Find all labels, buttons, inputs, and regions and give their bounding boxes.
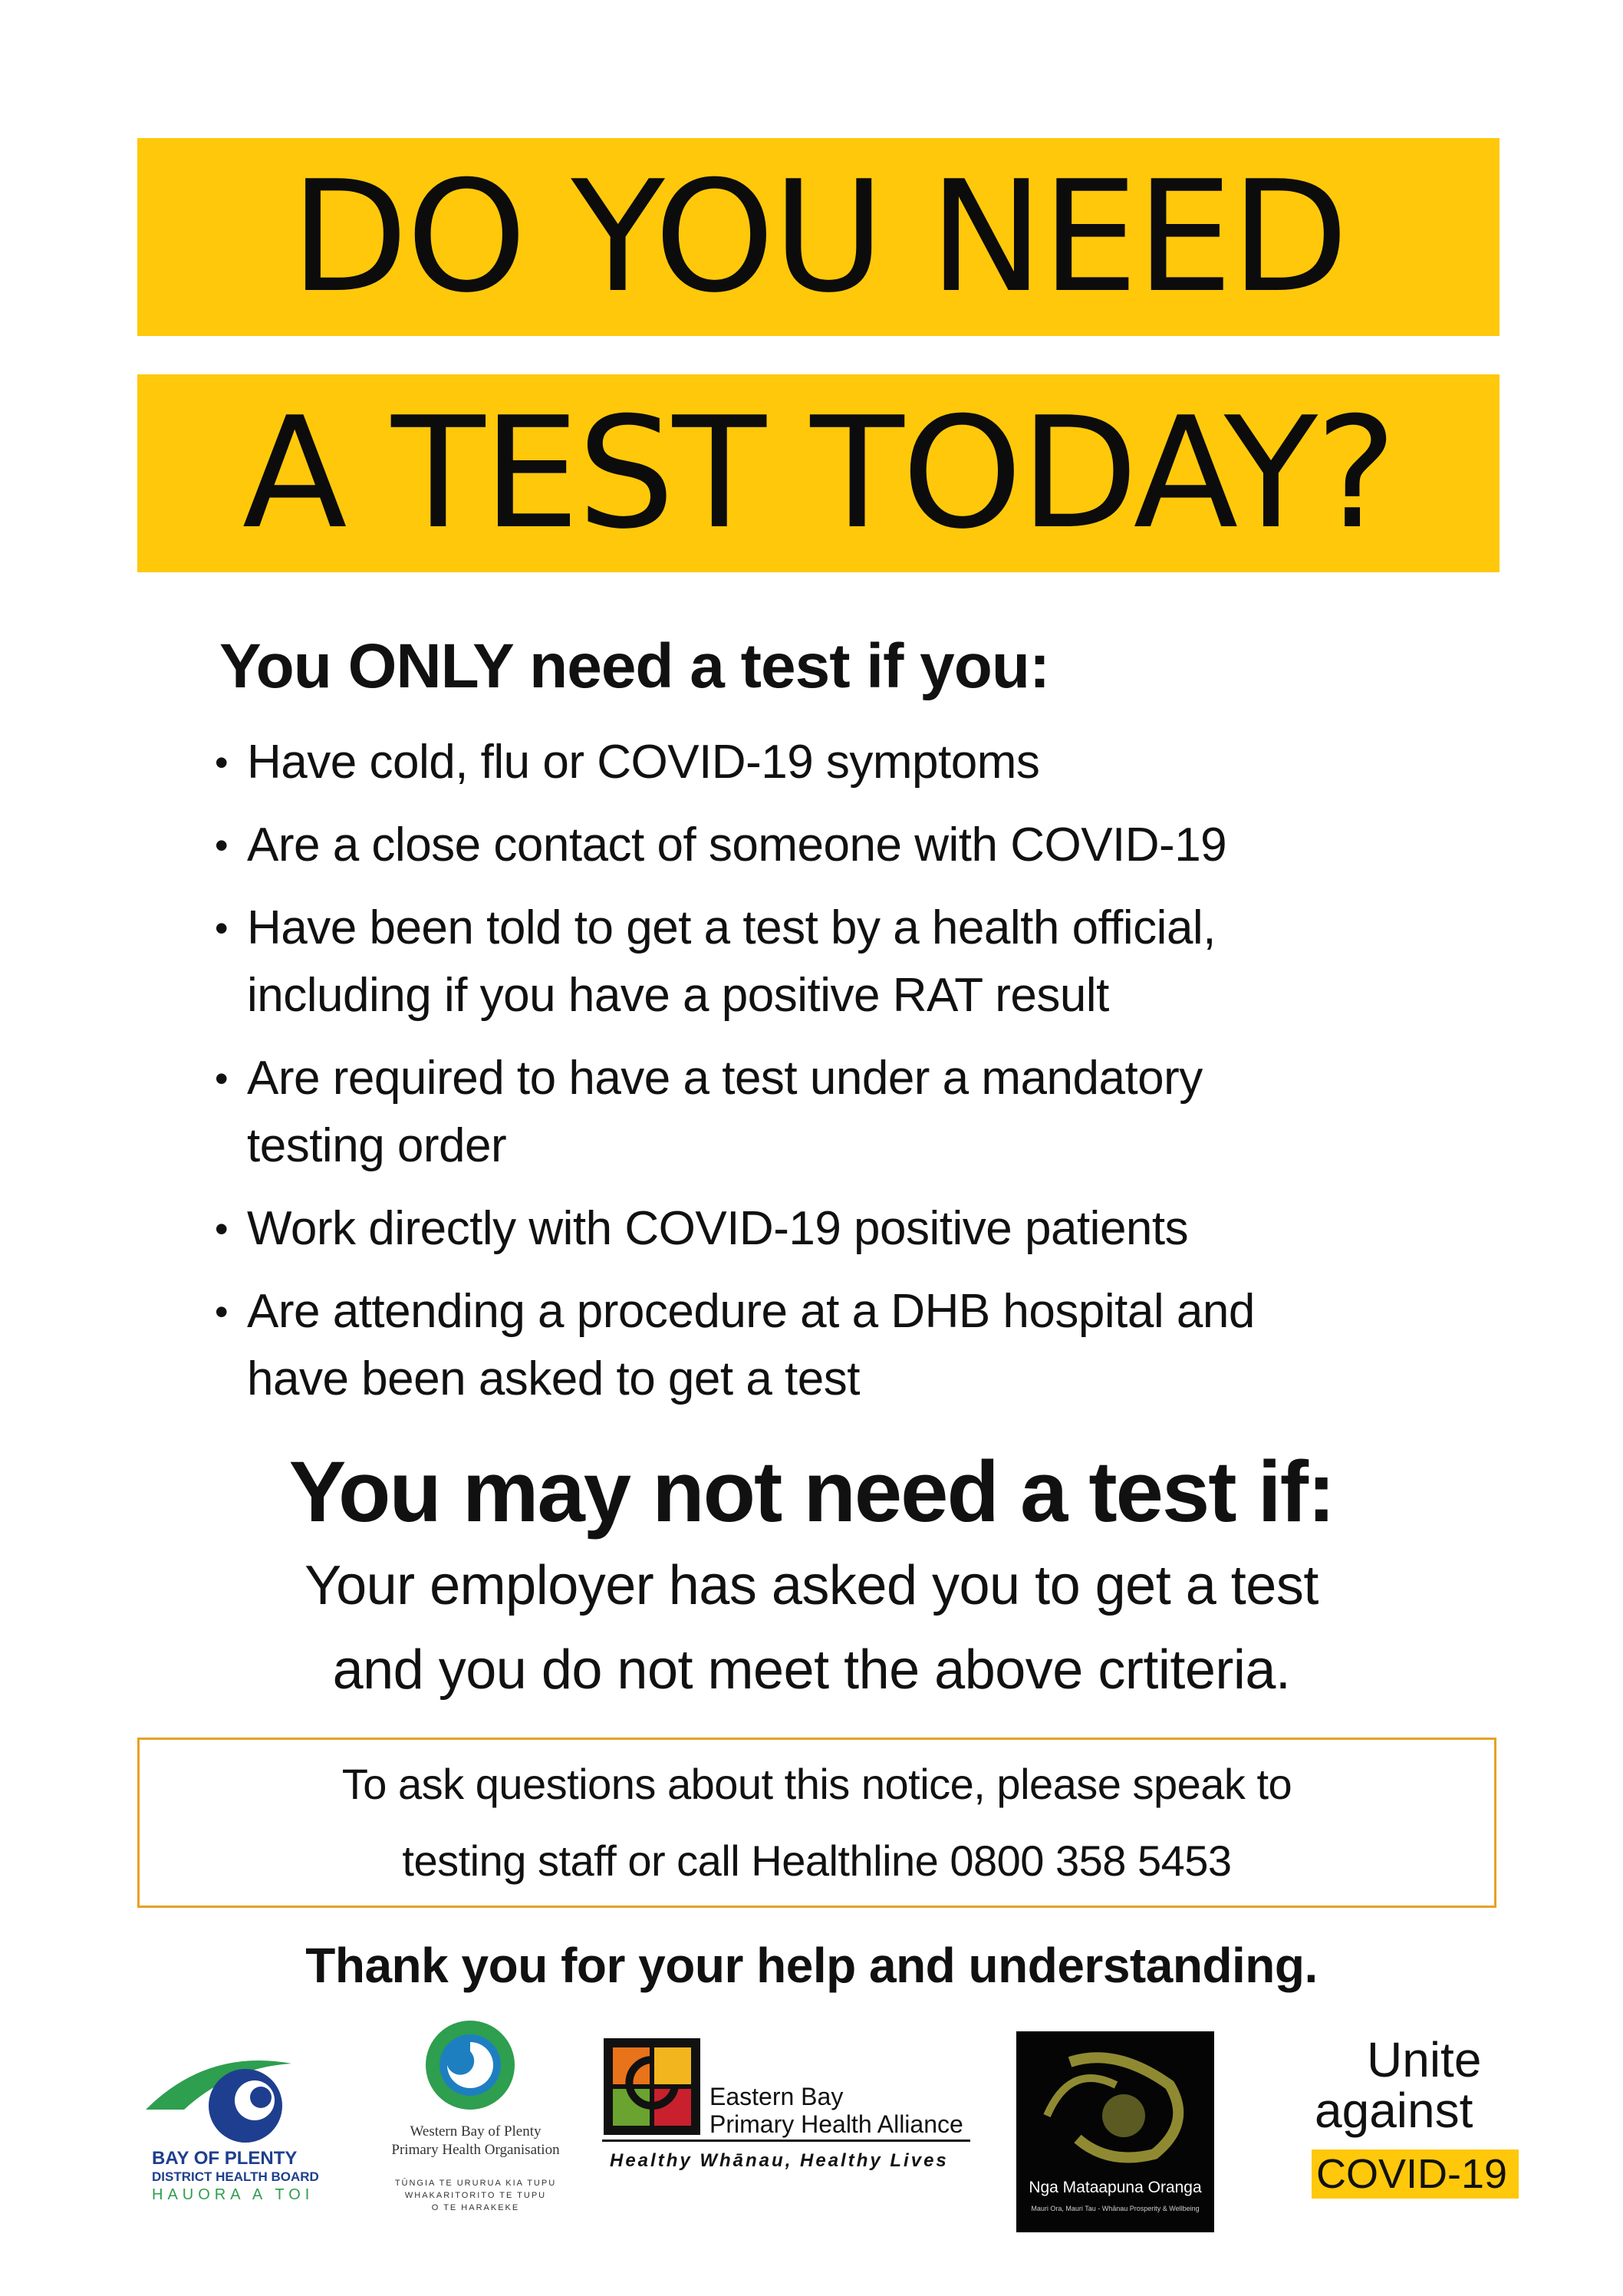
bullet-icon: • — [215, 1290, 229, 1333]
nga-mataapuna-oranga-logo: Nga Mataapuna Oranga Mauri Ora, Mauri Tau - Whānau Prosperity & Wellbeing — [1016, 2031, 1214, 2232]
criteria-item: • Are required to have a test under a mandatory testing order — [215, 1045, 1473, 1180]
need-test-heading: You ONLY need a test if you: — [219, 631, 1050, 701]
criteria-list — [215, 729, 1473, 1428]
questions-notice-box: To ask questions about this notice, please speak to testing staff or call Healthline 0800 358 5453 — [137, 1738, 1496, 1908]
criteria-item: • Have been told to get a test by a health official, including if you have a positive RAT result — [215, 894, 1473, 1029]
bullet-icon: • — [215, 741, 229, 784]
eastern-bay-mark-icon — [602, 2037, 702, 2136]
bop-swoosh-icon — [138, 2033, 341, 2148]
title-line-2: A TEST TODAY? — [242, 384, 1395, 563]
koru-icon — [360, 2018, 591, 2117]
title-banner-line-1 — [137, 138, 1500, 336]
criteria-item: • Are attending a procedure at a DHB hospital and have been asked to get a test — [215, 1278, 1473, 1413]
nga-swirl-icon — [1016, 2031, 1214, 2177]
eastern-bay-divider — [602, 2140, 970, 2142]
criteria-item: • Are a close contact of someone with COVID-19 — [215, 812, 1473, 879]
eastern-bay-pha-logo: Eastern Bay Primary Health Alliance Healthy Whānau, Healthy Lives — [602, 2037, 970, 2190]
title-banner-line-2 — [137, 374, 1500, 572]
bullet-icon: • — [215, 824, 229, 867]
title-line-1: DO YOU NEED — [290, 147, 1347, 327]
employer-text: Your employer has asked you to get a test and you do not meet the above crtiteria. — [305, 1555, 1318, 1701]
criteria-item: • Work directly with COVID-19 positive patients — [215, 1195, 1473, 1263]
criteria-item: • Have cold, flu or COVID-19 symptoms — [215, 729, 1473, 796]
bay-of-plenty-dhb-logo: BAY OF PLENTY DISTRICT HEALTH BOARD HAUORA A TOI — [138, 2033, 341, 2211]
bullet-icon: • — [215, 1207, 229, 1250]
bullet-icon: • — [215, 907, 229, 950]
may-not-need-heading: You may not need a test if: — [288, 1444, 1335, 1540]
thank-you-text: Thank you for your help and understanding. — [305, 1938, 1318, 1993]
bullet-icon: • — [215, 1057, 229, 1100]
unite-against-covid-logo: Unite against COVID-19 — [1304, 2031, 1526, 2209]
western-bay-pho-logo: Western Bay of Plenty Primary Health Organisation TŪNGIA TE URURUA KIA TUPU WHAKARITORITO TE TUPU O TE HARAKEKE — [360, 2018, 591, 2240]
